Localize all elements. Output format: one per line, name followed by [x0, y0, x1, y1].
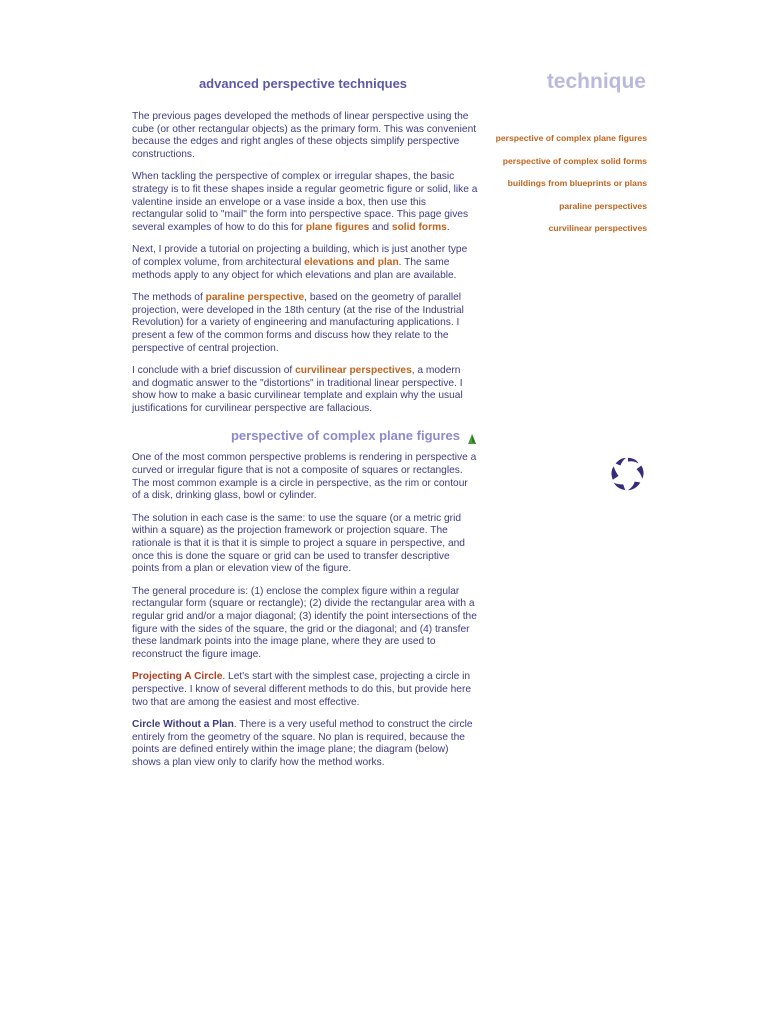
- plane-figures-paragraph-1: One of the most common perspective problems is rendering in perspective a curved or irregular figure that is not a composite of squares or rectangles. The most common example is a circle in perspective, as the rim or contour of a disk, drinking glass, bowl or cylinder.: [132, 452, 477, 502]
- text: , a modern and dogmatic answer to the "distortions" in traditional linear perspective. I show how to make a basic curvilinear template and explain why the usual justifications for curvilinear perspective are fallacious.: [132, 365, 463, 414]
- intro-paragraph-4: [132, 292, 478, 355]
- plane-figures-heading: [132, 430, 478, 446]
- text: .: [446, 221, 450, 233]
- nav-link-paraline[interactable]: paraline perspectives: [559, 200, 647, 211]
- plane-figures-link[interactable]: plane figures: [305, 221, 370, 233]
- text: . There is a very useful method to construct the circle entirely from the geometry of the square. No plan is required, because the points are defined entirely within the image plane; the diagram (below) shows a plan view only to clarify how the method works.: [132, 719, 473, 768]
- text: and: [369, 221, 392, 233]
- text: I conclude with a brief discussion of: [132, 365, 296, 377]
- text: , based on the geometry of parallel projection, were developed in the 18th century (at the rise of the Industrial Revolution) for a variety of engineering and manufacturing applications. I present a few of the common forms and discuss how they relate to the perspective of central projection.: [132, 292, 464, 354]
- elevations-plan-link[interactable]: elevations and plan: [304, 256, 399, 268]
- text: When tackling the perspective of complex or irregular shapes, the basic strategy is to fit these shapes inside a regular geometric figure or solid, like a valentine inside an envelope or a vase inside a box, then use this rectangular solid to "mail" the form into perspective space. This page gives several examples of how to do this for: [132, 171, 478, 233]
- page-title: advanced perspective techniques: [198, 76, 408, 91]
- solid-forms-link[interactable]: solid forms: [391, 221, 447, 233]
- circle-without-plan-paragraph: [132, 719, 478, 769]
- side-nav: [482, 127, 647, 240]
- text: Next, I provide a tutorial on projecting a building, which is just another type of complex volume, from architectural: [132, 244, 468, 268]
- section-label: technique: [546, 70, 646, 93]
- text: . Let's start with the simplest case, projecting a circle in perspective. I know of several different methods to do this, but provide here two that are among the easiest and most effective.: [132, 671, 472, 708]
- intro-paragraph-1: The previous pages developed the methods of linear perspective using the cube (or other rectangular objects) as the primary form. This was convenient because the edges and right angles of these objects simplify perspective constructions.: [132, 111, 477, 160]
- projecting-circle-paragraph: [132, 671, 478, 709]
- text: . The same methods apply to any object for which elevations and plan are available.: [132, 256, 457, 281]
- nav-link-solid-forms[interactable]: perspective of complex solid forms: [502, 155, 647, 166]
- circle-without-plan-lead: Circle Without a Plan: [132, 719, 234, 731]
- intro-paragraph-2: [132, 171, 478, 234]
- main-column: [132, 111, 478, 780]
- projecting-circle-lead: Projecting A Circle: [132, 671, 223, 683]
- nav-link-curvilinear[interactable]: curvilinear perspectives: [548, 223, 647, 233]
- curvilinear-perspectives-link[interactable]: curvilinear perspectives: [295, 365, 412, 377]
- heading-text: perspective of complex plane figures: [230, 428, 460, 444]
- intro-paragraph-5: [132, 365, 478, 415]
- nav-link-plane-figures[interactable]: perspective of complex plane figures: [495, 133, 647, 143]
- text: The methods of: [132, 292, 206, 304]
- nav-link-buildings[interactable]: buildings from blueprints or plans: [507, 178, 647, 188]
- paraline-perspective-link[interactable]: paraline perspective: [205, 292, 305, 304]
- up-arrow-icon[interactable]: [466, 433, 478, 445]
- swirl-ornament-icon: [609, 455, 647, 493]
- plane-figures-paragraph-3: The general procedure is: (1) enclose the complex figure within a regular rectangular form (square or rectangle); (2) divide the rectangular area with a regular grid and/or a major diagonal; (3) identify the point intersections of the figure with the sides of the square, the grid or the diagonal; and (4) transfer these landmark points into the image plane, where they are used to reconstruct the figure image.: [132, 585, 477, 660]
- intro-paragraph-3: [132, 244, 478, 282]
- plane-figures-paragraph-2: The solution in each case is the same: to use the square (or a metric grid within a square) as the projection framework or projection square. The rationale is that it is that it is simple to project a square in perspective, and once this is done the square or grid can be used to transfer descriptive points from a plan or elevation view of the figure.: [132, 512, 465, 575]
